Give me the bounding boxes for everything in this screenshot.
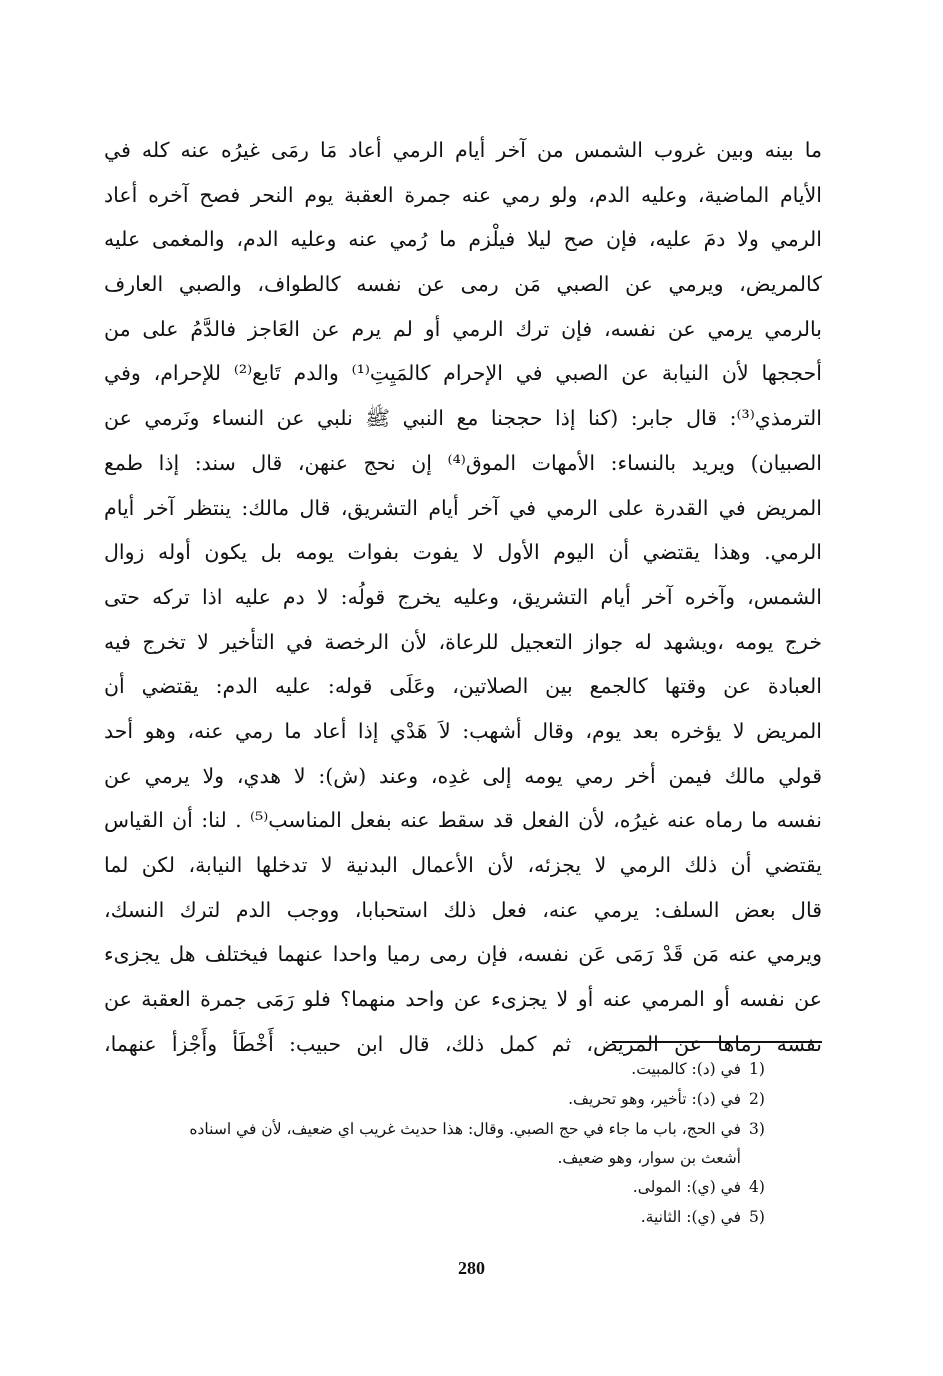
footnote-item [95, 1202, 771, 1232]
text-line: المريض في القدرة على الرمي في آخر أيام التشريق، قال مالك: ينتظر آخر أيام [104, 495, 822, 520]
text-line: بالرمي يرمي عن نفسه، فإن ترك الرمي أو لم يرم عن العَاجز فالدَّمُ على من [104, 316, 822, 341]
text-line: يقتضي أن ذلك الرمي لا يجزئه، لأن الأعمال البدنية لا تدخلها النيابة، لكن لما [104, 853, 822, 877]
footnote-text: في (د): كالمبيت. [631, 1060, 741, 1078]
footnote-number: 4) [749, 1178, 765, 1196]
text-line: المريض لا يؤخره بعد يوم، وقال أشهب: لاَ هَدْي إذا أعاد ما رمي عنه، وهو أحد [104, 718, 822, 743]
footnote-text: في (ي): المولى. [632, 1178, 741, 1196]
footnote-item [95, 1172, 771, 1202]
footnote-text: في الحج، باب ما جاء في حج الصبي. وقال: هذا حديث غريب اي ضعيف، لأن في اسناده [189, 1120, 741, 1138]
text-line: الصبيان) ويريد بالنساء: الأمهات الموق⁽⁴⁾ إن نحج عنهن، قال سند: إذا طمع [104, 450, 822, 475]
footnote-number: 2) [749, 1090, 765, 1108]
text-line: الأيام الماضية، وعليه الدم، ولو رمي عنه جمرة العقبة يوم النحر فصح آخره أعاد [104, 182, 822, 207]
footnote-separator [612, 1041, 822, 1043]
footnote-number: 1) [749, 1060, 765, 1078]
footnote-item [95, 1084, 771, 1114]
text-line: الشمس، وآخره آخر أيام التشريق، وعليه يخرج قولُه: لا دم عليه اذا تركه حتى [104, 584, 822, 609]
text-line: الرمي ولا دمَ عليه، فإن صح ليلا فيلْزم ما رُمي عنه وعليه الدم، والمغمى عليه [104, 227, 822, 252]
footnote-text: في (د): تأخير، وهو تحريف. [568, 1090, 741, 1108]
text-line: الترمذي⁽³⁾: قال جابر: (كنا إذا حججنا مع النبي ﷺ نلبي عن النساء ونَرمي عن [104, 406, 822, 431]
footnote-number: 3) [749, 1120, 765, 1138]
footnotes [95, 1054, 771, 1232]
text-line: ما بينه وبين غروب الشمس من آخر أيام الرمي أعاد مَا رمَى غيرُه عنه كله في [104, 138, 822, 162]
text-line: الرمي. وهذا يقتضي أن اليوم الأول لا يفوت بفوات يومه بل يكون أوله زوال [104, 540, 822, 565]
text-line: نفسه رماها عن المريض، ثم كمل ذلك، قال ابن حبيب: أَخْطَأ وأَجْزأ عنهما، [104, 1031, 822, 1056]
text-line: ويرمي عنه مَن قَدْ رَمَى عَن نفسه، فإن رمى رميا واحدا عنهما فيختلف هل يجزىء [104, 942, 822, 967]
footnote-continuation: أشعث بن سوار، وهو ضعيف. [557, 1149, 741, 1167]
text-line: قولي مالك فيمن أخر رمي يومه إلى غدِه، وعند (ش): لا هدي، ولا يرمي عن [104, 763, 822, 788]
text-line: كالمريض، ويرمي عن الصبي مَن رمى عن نفسه كالطواف، والصبي العارف [104, 272, 822, 297]
text-line: قال بعض السلف: يرمي عنه، فعل ذلك استحبابا، ووجب الدم لترك النسك، [104, 897, 822, 922]
text-line: أحججها لأن النيابة عن الصبي في الإحرام كالمَيِتِ⁽¹⁾ والدم تَابع⁽²⁾ للإحرام، وفي [104, 361, 822, 386]
footnote-text: في (ي): الثانية. [640, 1208, 741, 1226]
text-line: نفسه ما رماه عنه غيرُه، لأن الفعل قد سقط عنه بفعل المناسب⁽⁵⁾ . لنا: أن القياس [104, 808, 822, 833]
page-number: 280 [458, 1258, 485, 1278]
footnote-number: 5) [749, 1208, 765, 1226]
footnote-item [95, 1054, 771, 1084]
footnote-item [95, 1114, 771, 1144]
text-line: عن نفسه أو المرمي عنه أو لا يجزىء عن واحد منهما؟ فلو رَمَى جمرة العقبة عن [104, 987, 822, 1012]
main-text-block [104, 128, 822, 1066]
text-line: العبادة عن وقتها كالجمع بين الصلاتين، وعَلَى قوله: عليه الدم: يقتضي أن [104, 674, 822, 699]
text-line: خرج يومه ،ويشهد له جواز التعجيل للرعاة، لأن الرخصة في التأخير لا تخرج فيه [104, 629, 822, 654]
